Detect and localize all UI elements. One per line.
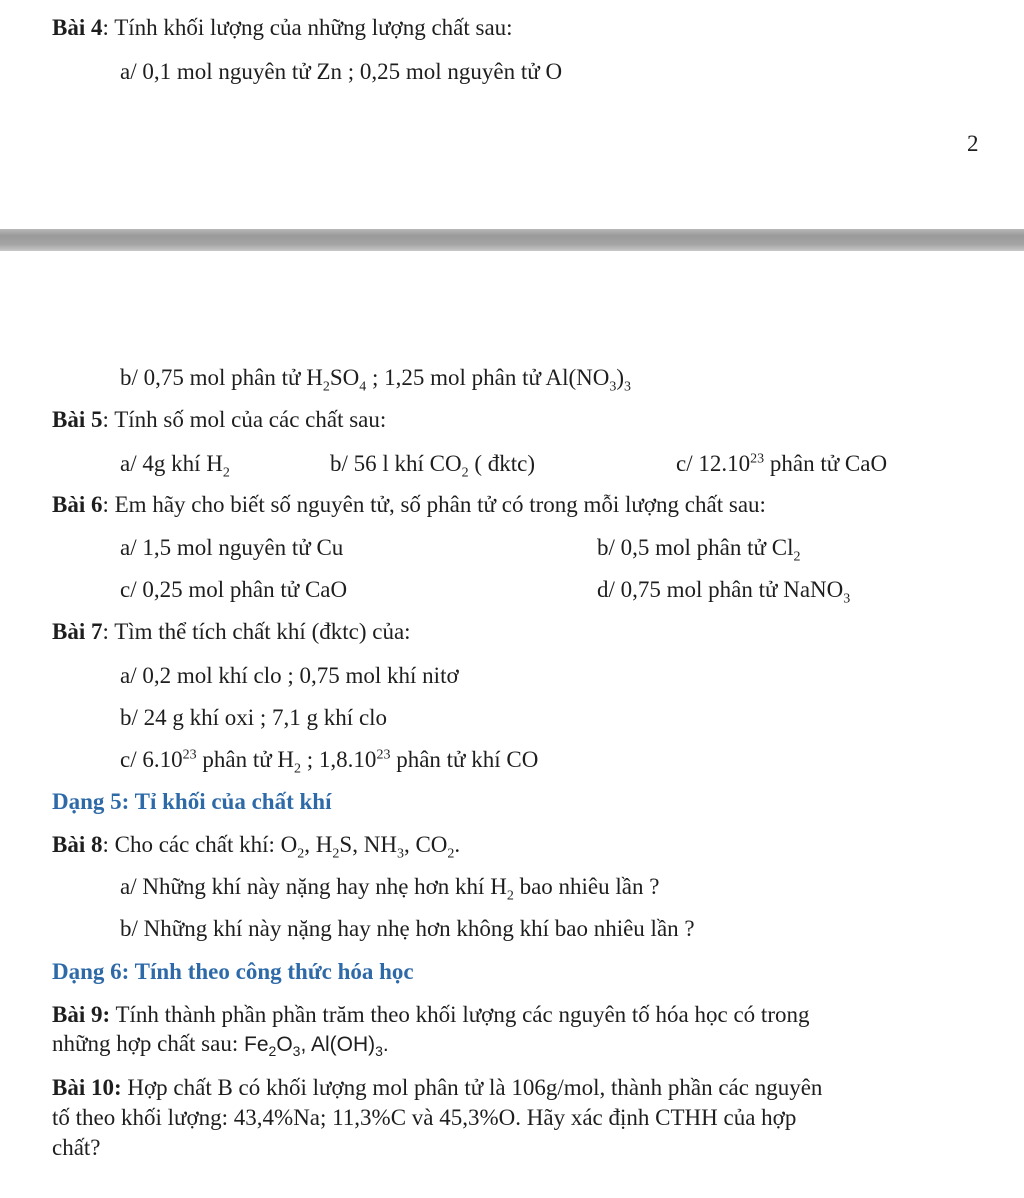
bai4-b-text: b/ 0,75 mol phân tử H bbox=[120, 365, 323, 390]
bai6-b bbox=[597, 534, 801, 565]
bai7-c-text: phân tử H bbox=[196, 747, 295, 772]
sub: 2 bbox=[294, 761, 302, 777]
bai8-b: b/ Những khí này nặng hay nhẹ hơn không khí bao nhiêu lần ? bbox=[120, 916, 695, 941]
formula-text: . bbox=[382, 1033, 389, 1056]
sub: 2 bbox=[297, 846, 305, 862]
bai6-b-text: b/ 0,5 mol phân tử Cl bbox=[597, 535, 794, 560]
bai6-d bbox=[597, 576, 851, 607]
bai10-text: Hợp chất B có khối lượng mol phân tử là 106g/mol, thành phần các nguyên bbox=[121, 1075, 823, 1100]
bai5-b bbox=[330, 450, 536, 481]
bai10-line3: chất? bbox=[52, 1135, 101, 1160]
sub: 2 bbox=[268, 1043, 277, 1060]
sub: 3 bbox=[624, 379, 632, 395]
bai8-text: , H bbox=[304, 832, 333, 857]
sub: 2 bbox=[332, 846, 340, 862]
bai9-text: Tính thành phần phần trăm theo khối lượng các nguyên tố hóa học có trong bbox=[110, 1002, 810, 1027]
bai7-c bbox=[120, 746, 539, 777]
bai7-c-text: ; 1,8.10 bbox=[301, 747, 377, 772]
bai9-formulas bbox=[244, 1033, 389, 1060]
sub: 3 bbox=[843, 591, 851, 607]
bai10-line2: tố theo khối lượng: 43,4%Na; 11,3%C và 45,3%O. Hãy xác định CTHH của hợp bbox=[52, 1105, 797, 1130]
bai5-c bbox=[676, 450, 887, 478]
sub: 3 bbox=[292, 1043, 301, 1060]
bai4-b bbox=[120, 364, 632, 395]
bai8-heading bbox=[52, 831, 461, 862]
sub: 3 bbox=[609, 379, 617, 395]
bai6-c: c/ 0,25 mol phân tử CaO bbox=[120, 577, 348, 602]
bai5-a-text: a/ 4g khí H bbox=[120, 451, 223, 476]
formula-text: , Al(OH) bbox=[300, 1033, 376, 1056]
dang6-heading: Dạng 6: Tính theo công thức hóa học bbox=[52, 959, 414, 984]
formula-text: Fe bbox=[244, 1033, 269, 1056]
bai8-text: , CO bbox=[403, 832, 448, 857]
bai5-heading bbox=[52, 406, 386, 434]
page-separator bbox=[0, 229, 1024, 251]
bai7-c-text: c/ 6.10 bbox=[120, 747, 183, 772]
sub: 2 bbox=[322, 379, 330, 395]
bai4-title: Bài 4 bbox=[52, 15, 103, 40]
bai5-c-text: c/ 12.10 bbox=[676, 451, 751, 476]
sub: 2 bbox=[506, 888, 514, 904]
bai10-title: Bài 10: bbox=[52, 1075, 122, 1100]
sub: 2 bbox=[447, 846, 455, 862]
bai8-text: . bbox=[454, 832, 461, 857]
bai6-text: : Em hãy cho biết số nguyên tử, số phân tử có trong mỗi lượng chất sau: bbox=[102, 492, 766, 517]
bai4-heading bbox=[52, 14, 513, 42]
bai4-b-text: ; 1,25 mol phân tử Al(NO bbox=[366, 365, 610, 390]
sup: 23 bbox=[182, 747, 197, 763]
bai10-line1 bbox=[52, 1074, 822, 1102]
dang5-heading: Dạng 5: Tỉ khối của chất khí bbox=[52, 789, 332, 814]
bai5-c-text: phân tử CaO bbox=[764, 451, 888, 476]
bai6-title: Bài 6 bbox=[52, 492, 103, 517]
page-number: 2 bbox=[967, 131, 979, 156]
sub: 2 bbox=[793, 549, 801, 565]
sub: 3 bbox=[396, 846, 404, 862]
bai7-heading bbox=[52, 618, 411, 646]
sub: 2 bbox=[461, 465, 469, 481]
bai5-title: Bài 5 bbox=[52, 407, 103, 432]
sub: 3 bbox=[375, 1043, 383, 1060]
bai8-title: Bài 8 bbox=[52, 832, 103, 857]
bai6-a: a/ 1,5 mol nguyên tử Cu bbox=[120, 535, 344, 560]
bai7-title: Bài 7 bbox=[52, 619, 103, 644]
bai7-text: : Tìm thể tích chất khí (đktc) của: bbox=[102, 619, 411, 644]
formula-text: O bbox=[276, 1033, 293, 1056]
sub: 4 bbox=[359, 379, 367, 395]
bai9-line1 bbox=[52, 1001, 809, 1029]
bai6-heading bbox=[52, 491, 766, 519]
bai7-a: a/ 0,2 mol khí clo ; 0,75 mol khí nitơ bbox=[120, 663, 459, 688]
bai9-title: Bài 9: bbox=[52, 1002, 111, 1027]
bai5-b-text: b/ 56 l khí CO bbox=[330, 451, 462, 476]
bai8-a bbox=[120, 873, 660, 904]
sup: 23 bbox=[376, 747, 391, 763]
bai4-b-text: ) bbox=[616, 365, 625, 390]
bai4-text: : Tính khối lượng của những lượng chất sau: bbox=[102, 15, 513, 40]
sup: 23 bbox=[750, 451, 765, 467]
bai9-text: những hợp chất sau: bbox=[52, 1031, 244, 1056]
bai4-b-text: SO bbox=[329, 365, 360, 390]
bai7-b: b/ 24 g khí oxi ; 7,1 g khí clo bbox=[120, 705, 388, 730]
bai6-d-text: d/ 0,75 mol phân tử NaNO bbox=[597, 577, 844, 602]
bai8-a-text: bao nhiêu lần ? bbox=[513, 874, 660, 899]
bai8-text: : Cho các chất khí: O bbox=[102, 832, 298, 857]
bai8-a-text: a/ Những khí này nặng hay nhẹ hơn khí H bbox=[120, 874, 507, 899]
bai5-text: : Tính số mol của các chất sau: bbox=[102, 407, 387, 432]
bai4-a: a/ 0,1 mol nguyên tử Zn ; 0,25 mol nguyên tử O bbox=[120, 59, 563, 84]
bai8-text: S, NH bbox=[339, 832, 397, 857]
bai5-b-text: ( đktc) bbox=[468, 451, 536, 476]
bai9-line2 bbox=[52, 1030, 389, 1059]
bai5-a bbox=[120, 450, 230, 481]
sub: 2 bbox=[222, 465, 230, 481]
bai7-c-text: phân tử khí CO bbox=[390, 747, 539, 772]
